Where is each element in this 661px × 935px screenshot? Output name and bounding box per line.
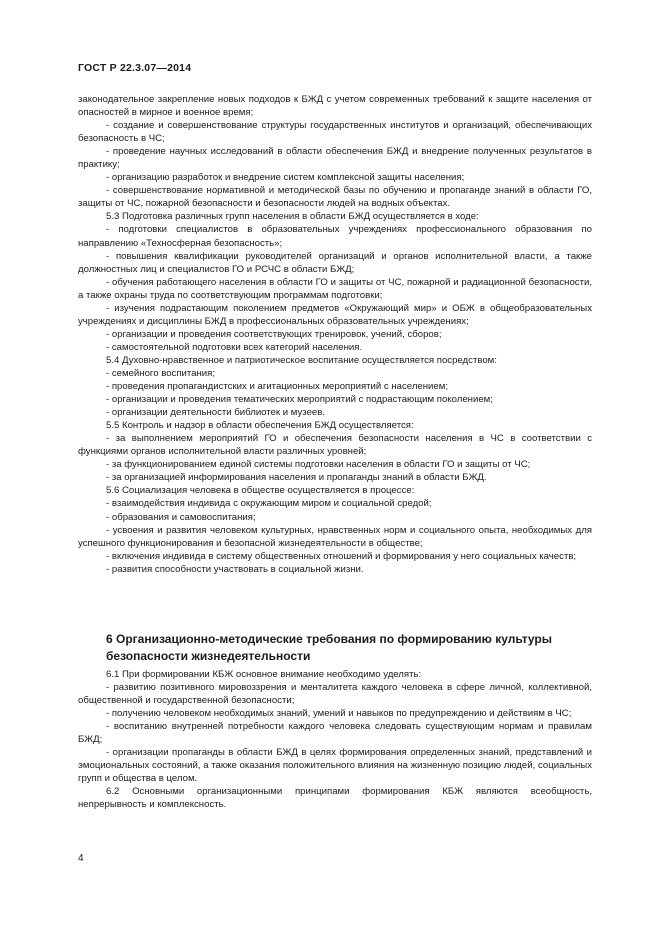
paragraph: законодательное закрепление новых подходов к БЖД с учетом современных требований к защите населения от опасностей в мирное и военное время; — [78, 94, 592, 119]
list-item: - организации пропаганды в области БЖД в целях формирования определенных знаний, представлений и эмоциональных состояний, а также оказания положительного влияния на жизненную позицию людей, социальных групп и общества в целом. — [78, 747, 592, 785]
clause-5-6: 5.6 Социализация человека в обществе осуществляется в процессе: — [106, 485, 415, 497]
list-item: - за функционированием единой системы подготовки населения в области ГО и защиты от ЧС; — [106, 459, 531, 471]
list-item: - усвоения и развития человеком культурных, нравственных норм и социального опыта, необходимых для успешного функционирования и безопасной жизнедеятельности в обществе; — [78, 524, 592, 549]
clause-6-1: 6.1 При формировании КБЖ основное внимание необходимо уделять: — [106, 669, 422, 680]
list-item: - подготовки специалистов в образовательных учреждениях профессионального образования по направлению «Техносферная безопасность»; — [78, 224, 592, 249]
clause-5-3: 5.3 Подготовка различных групп населения в области БЖД осуществляется в ходе: — [106, 211, 479, 223]
list-item: - организации деятельности библиотек и музеев. — [106, 407, 326, 419]
list-item: - воспитанию внутренней потребности каждого человека следовать существующим нормам и правилам БЖД; — [78, 721, 592, 746]
page-number: 4 — [78, 853, 84, 864]
list-item: - проведения пропагандистских и агитационных мероприятий с населением; — [106, 381, 449, 393]
list-item: - проведение научных исследований в области обеспечения БЖД и внедрение полученных результатов в практику; — [78, 146, 592, 171]
list-item: - обучения работающего населения в области ГО и защиты от ЧС, пожарной и радиационной безопасности, а также охраны труда по соответствующим программам подготовки; — [78, 276, 592, 301]
section-heading-line: 6 Организационно-методические требования по формированию культуры — [106, 632, 553, 646]
list-item: - за организацией информирования населения и пропаганды знаний в области БЖД. — [106, 472, 487, 484]
section-heading-line: безопасности жизнедеятельности — [106, 648, 311, 663]
list-item: - создание и совершенствование структуры государственных институтов и организаций, обеспечивающих безопасность в ЧС; — [78, 120, 592, 145]
document-body — [78, 93, 592, 576]
list-item: - самостоятельной подготовки всех категорий населения. — [106, 341, 363, 353]
list-item: - повышения квалификации руководителей организаций и органов исполнительной власти, а также должностных лиц и специалистов ГО и РСЧС в области БЖД; — [78, 250, 592, 275]
document-header: ГОСТ Р 22.3.07—2014 — [78, 62, 192, 74]
section-heading — [78, 631, 592, 664]
list-item: - семейного воспитания; — [106, 367, 216, 379]
list-item: - организации и проведения соответствующих тренировок, учений, сборов; — [106, 328, 442, 340]
clause-6-2: 6.2 Основными организационными принципами формирования КБЖ являются всеобщность, непрерывность и комплексность. — [78, 786, 592, 811]
list-item: - организации и проведения тематических мероприятий с подрастающим поколением; — [106, 394, 493, 406]
list-item: - организацию разработок и внедрение систем комплексной защиты населения; — [106, 172, 465, 184]
list-item: - совершенствование нормативной и методической базы по обучению и пропаганде знаний в области ГО, защиты от ЧС, пожарной безопасности и безопасности людей на водных объектах. — [78, 185, 592, 210]
list-item: - образования и самовоспитания; — [106, 511, 256, 523]
list-item: - за выполнением мероприятий ГО и обеспечения безопасности населения в ЧС в соответствии с функциями органов исполнительной власти различных уровней; — [78, 433, 592, 458]
list-item: - развитию позитивного мировоззрения и менталитета каждого человека в сфере личной, коллективной, общественной и государственной безопасности; — [78, 682, 592, 707]
list-item: - развития способности участвовать в социальной жизни. — [106, 563, 364, 575]
list-item: - изучения подрастающим поколением предметов «Окружающий мир» и ОБЖ в общеобразовательных учреждениях и дисциплины БЖД в профессиональных образовательных учреждениях; — [78, 302, 592, 327]
list-item: - включения индивида в систему общественных отношений и формирования у него социальных качеств; — [106, 550, 577, 562]
clause-5-4: 5.4 Духовно-нравственное и патриотическое воспитание осуществляется посредством: — [106, 354, 497, 366]
list-item: - взаимодействия индивида с окружающим миром и социальной средой; — [106, 498, 432, 510]
clause-5-5: 5.5 Контроль и надзор в области обеспечения БЖД осуществляется: — [106, 420, 414, 432]
section-6-body — [78, 668, 592, 812]
list-item: - получению человеком необходимых знаний, умений и навыков по предупреждению и действиям в ЧС; — [106, 708, 572, 720]
